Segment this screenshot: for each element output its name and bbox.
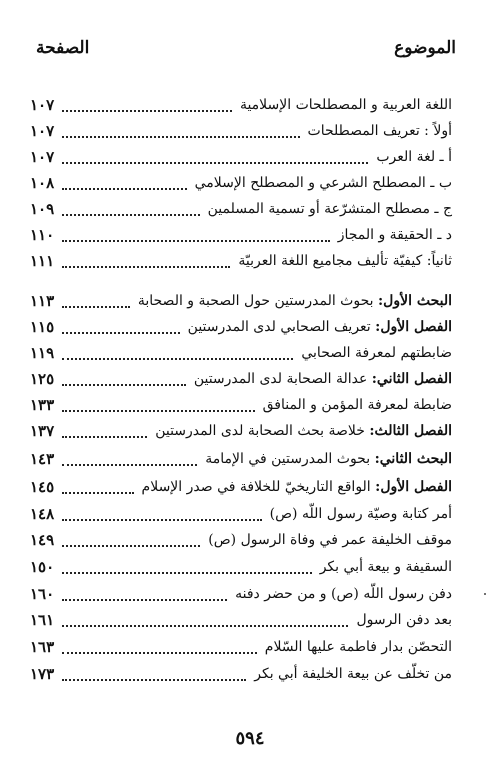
toc-entry-title (188, 319, 452, 335)
dot-leader (62, 162, 368, 164)
toc-entry (30, 251, 452, 277)
toc-entry (30, 343, 452, 369)
toc-entry-title (376, 149, 452, 165)
toc-entry (30, 477, 452, 503)
dot-leader (62, 464, 197, 466)
toc-entry (30, 664, 452, 690)
toc-entry (30, 199, 452, 225)
toc-entry-text: أمر كتابة وصيّة رسول اللّه (ص) (269, 506, 452, 522)
toc-entry-title (240, 97, 452, 113)
toc-entry-text: بحوث المدرستين حول الصحبة و الصحابة (137, 293, 378, 309)
toc-entry-label: الفصل الثالث: (369, 423, 452, 439)
toc-entry-page: ١٤٨ (30, 505, 55, 523)
toc-entry-title (142, 479, 452, 495)
toc-entry-text: بحوث المدرستين في الإمامة (205, 451, 375, 467)
toc-entry-title (138, 293, 452, 309)
dot-leader (62, 306, 130, 308)
toc-entry (30, 504, 452, 530)
toc-entry-title (208, 532, 452, 548)
toc-entry-page: ١٦١ (30, 611, 55, 629)
page-column-header: الصفحة (36, 38, 90, 58)
toc-entry (30, 317, 452, 343)
toc-entry-text: تعريف الصحابي لدى المدرستين (187, 319, 376, 335)
toc-entry-text: من تخلّف عن بيعة الخليفة أبي بكر (254, 666, 452, 682)
toc-entry (30, 225, 452, 251)
dot-leader (62, 110, 232, 112)
toc-entry-page: ١٠٧ (30, 148, 55, 166)
toc-entry-title (265, 639, 452, 655)
toc-entry (30, 291, 452, 317)
toc-entry (30, 173, 452, 199)
toc-entry (30, 95, 452, 121)
toc-entry-page: ١٢٥ (30, 370, 55, 388)
toc-entry-title (155, 423, 452, 439)
toc-entry (30, 530, 452, 556)
toc-entry-label: الفصل الأول: (375, 319, 452, 335)
toc-entry-title (301, 345, 452, 361)
toc-entry-page: ١١٩ (30, 344, 55, 362)
toc-entry-page: ١٠٩ (30, 200, 55, 218)
dot-leader (62, 136, 300, 138)
scan-speck (484, 593, 486, 595)
toc-entry (30, 584, 452, 610)
toc-entry-page: ١٥٠ (30, 558, 55, 576)
toc-entry-label: الفصل الثاني: (371, 371, 452, 387)
toc-entry-page: ١٠٧ (30, 122, 55, 140)
toc-entry-title (320, 559, 452, 575)
toc-entry (30, 557, 452, 583)
toc-entry-title (205, 451, 452, 467)
toc-entry (30, 121, 452, 147)
toc-entry-text: ضابطة لمعرفة المؤمن و المنافق (262, 397, 452, 413)
toc-entry-title (270, 506, 452, 522)
dot-leader (62, 519, 262, 521)
dot-leader (62, 679, 246, 681)
page-number: ٥٩٤ (235, 728, 265, 749)
toc-entry-page: ١١١ (30, 252, 55, 270)
toc-entry-page: ١٤٩ (30, 531, 55, 549)
toc-entry-page: ١٦٣ (30, 638, 55, 656)
toc-entry-page: ١٤٣ (30, 450, 55, 468)
toc-entry-page: ١٠٧ (30, 96, 55, 114)
toc-entry-text: ج ـ مصطلح المتشرّعة أو تسمية المسلمين (207, 201, 452, 217)
dot-leader (62, 332, 180, 334)
toc-entry-label: الفصل الأول: (375, 479, 452, 495)
toc-entry-title (263, 397, 452, 413)
toc-entry-text: موقف الخليفة عمر في وفاة الرسول (ص) (208, 532, 452, 548)
toc-entry-title (235, 586, 452, 602)
dot-leader (62, 545, 200, 547)
dot-leader (62, 492, 134, 494)
toc-entry-page: ١٣٧ (30, 422, 55, 440)
toc-entry-text: د ـ الحقيقة و المجاز (337, 227, 452, 243)
toc-entry-page: ١١٥ (30, 318, 55, 336)
dot-leader (62, 410, 255, 412)
toc-entry-page: ١٠٨ (30, 174, 55, 192)
dot-leader (62, 358, 293, 360)
toc-entry (30, 369, 452, 395)
toc-entry-text: بعد دفن الرسول (356, 612, 452, 628)
toc-entry-page: ١٦٠ (30, 585, 55, 603)
dot-leader (62, 625, 348, 627)
dot-leader (62, 240, 330, 242)
toc-entry-page: ١٣٣ (30, 396, 55, 414)
toc-entry-label: البحث الثاني: (374, 451, 452, 467)
toc-entry (30, 395, 452, 421)
toc-entry (30, 421, 452, 447)
dot-leader (62, 384, 186, 386)
topic-column-header: الموضوع (394, 38, 456, 58)
toc-entry-text: الواقع التاريخيّ للخلافة في صدر الإسلام (141, 479, 376, 495)
toc-entry-title (308, 123, 452, 139)
toc-entry-title (194, 371, 452, 387)
toc-entry-page: ١٧٣ (30, 665, 55, 683)
dot-leader (62, 652, 257, 654)
toc-entry-page: ١١٠ (30, 226, 55, 244)
toc-entry-title (195, 175, 452, 191)
toc-entry-page: ١١٣ (30, 292, 55, 310)
toc-entry (30, 637, 452, 663)
dot-leader (62, 188, 187, 190)
toc-entry-text: أولاً : تعريف المصطلحات (307, 123, 452, 139)
toc-entry-title (357, 612, 453, 628)
dot-leader (62, 572, 312, 574)
toc-entry-title (254, 666, 452, 682)
dot-leader (62, 599, 227, 601)
toc-entry-label: البحث الأول: (377, 293, 452, 309)
dot-leader (62, 436, 147, 438)
toc-entry (30, 449, 452, 475)
dot-leader (62, 266, 230, 268)
toc-entry (30, 610, 452, 636)
toc-entry-text: عدالة الصحابة لدى المدرستين (193, 371, 372, 387)
toc-entry-text: خلاصة بحث الصحابة لدى المدرستين (155, 423, 370, 439)
toc-entry-title (208, 201, 452, 217)
toc-entry-text: التحصّن بدار فاطمة عليها السّلام (264, 639, 452, 655)
toc-entry-text: دفن رسول اللّه (ص) و من حضر دفنه (235, 586, 452, 602)
toc-entry-text: ضابطتهم لمعرفة الصحابي (301, 345, 452, 361)
toc-entry-text: ثانياً: كيفيّة تأليف مجاميع اللغة العربيّة (238, 253, 452, 269)
toc-entry-text: السقيفة و بيعة أبي بكر (319, 559, 452, 575)
toc-entry-title (338, 227, 452, 243)
toc-entry-text: ب ـ المصطلح الشرعي و المصطلح الإسلامي (194, 175, 452, 191)
toc-entry-text: اللغة العربية و المصطلحات الإسلامية (239, 97, 452, 113)
toc-entry-title (238, 253, 452, 269)
toc-entry-page: ١٤٥ (30, 478, 55, 496)
toc-entry-text: أ ـ لغة العرب (376, 149, 452, 165)
toc-entry (30, 147, 452, 173)
dot-leader (62, 214, 200, 216)
